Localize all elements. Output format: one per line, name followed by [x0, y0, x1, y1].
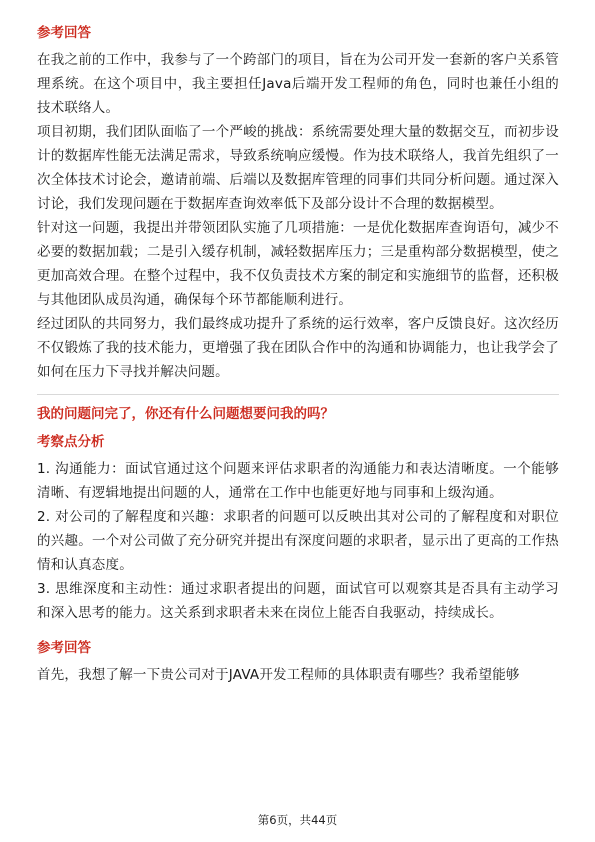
- section-heading-reference-answer-2: 参考回答: [37, 640, 91, 656]
- section-heading-analysis: 考察点分析: [37, 434, 105, 450]
- section-heading-reference-answer: 参考回答: [37, 25, 91, 41]
- answer-paragraph-1: 在我之前的工作中，我参与了一个跨部门的项目，旨在为公司开发一套新的客户关系管理系统。在这个项目中，我主要担任Java后端开发工程师的角色，同时也兼任小组的技术联络人。: [37, 52, 559, 116]
- analysis-item-1: 1. 沟通能力：面试官通过这个问题来评估求职者的沟通能力和表达清晰度。一个能够清晰、有逻辑地提出问题的人，通常在工作中也能更好地与同事和上级沟通。: [37, 461, 559, 501]
- section-divider: [37, 394, 559, 395]
- answer-paragraph-3: 针对这一问题，我提出并带领团队实施了几项措施：一是优化数据库查询语句，减少不必要的数据加载；二是引入缓存机制，减轻数据库压力；三是重构部分数据模型，使之更加高效合理。在整个过程中，我不仅负责技术方案的制定和实施细节的监督，还积极与其他团队成员沟通，确保每个环节都能顺利进行。: [37, 220, 559, 308]
- analysis-item-3: 3. 思维深度和主动性：通过求职者提出的问题，面试官可以观察其是否具有主动学习和深入思考的能力。这关系到求职者未来在岗位上能否自我驱动，持续成长。: [37, 581, 559, 621]
- page-content: [37, 22, 559, 687]
- page-number-footer: 第6页，共44页: [257, 813, 338, 827]
- answer-paragraph-4: 经过团队的共同努力，我们最终成功提升了系统的运行效率，客户反馈良好。这次经历不仅锻炼了我的技术能力，更增强了我在团队合作中的沟通和协调能力，也让我学会了如何在压力下寻找并解决问题。: [37, 316, 559, 380]
- answer-paragraph-2: 项目初期，我们团队面临了一个严峻的挑战：系统需要处理大量的数据交互，而初步设计的数据库性能无法满足需求，导致系统响应缓慢。作为技术联络人，我首先组织了一次全体技术讨论会，邀请前端、后端以及数据库管理的同事们共同分析问题。通过深入讨论，我们发现问题在于数据库查询效率低下及部分设计不合理的数据模型。: [37, 124, 559, 212]
- interview-question: 我的问题问完了，你还有什么问题想要问我的吗？: [37, 406, 334, 422]
- answer2-paragraph: 首先，我想了解一下贵公司对于JAVA开发工程师的具体职责有哪些？我希望能够: [37, 667, 520, 683]
- analysis-item-2: 2. 对公司的了解程度和兴趣：求职者的问题可以反映出其对公司的了解程度和对职位的兴趣。一个对公司做了充分研究并提出有深度问题的求职者，显示出了更高的工作热情和认真态度。: [37, 509, 559, 573]
